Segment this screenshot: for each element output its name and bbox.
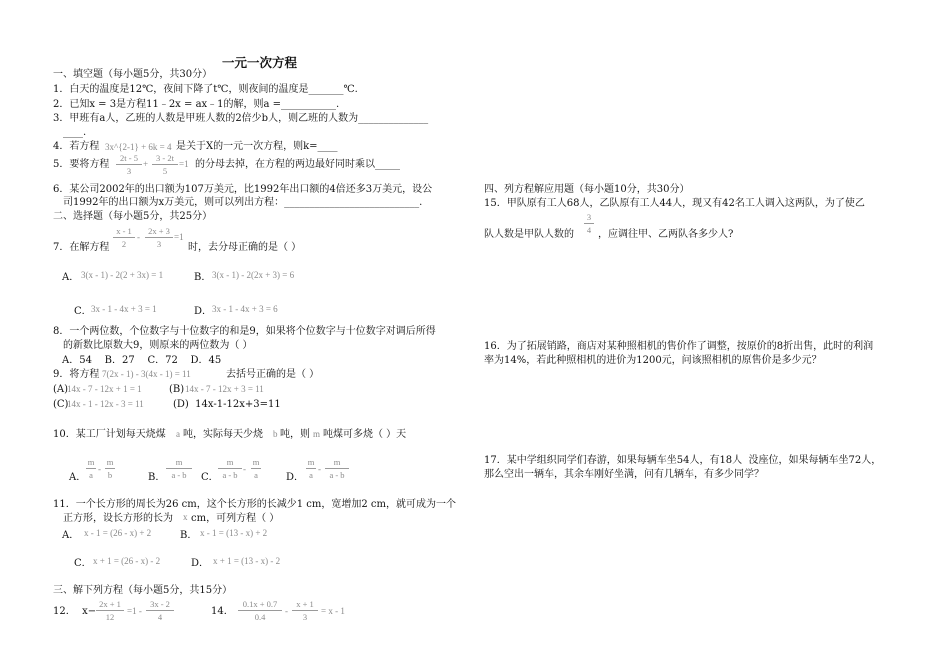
question-10-option-d-label: D． <box>286 472 305 483</box>
question-17-line1: 17．某中学组织同学们春游，如果每辆车坐54人，有18人 没座位，如果每辆车坐72人， <box>484 455 882 466</box>
question-17-line2: 那么空出一辆车，其余车刚好坐满，问有几辆车，有多少同学？ <box>484 469 764 480</box>
question-5-equals: =1 <box>179 159 189 169</box>
question-11-line1: 11．一个长方形的周长为26 cm，这个长方形的长减少1 cm，宽增加2 cm，就可成为一个 <box>53 499 456 510</box>
question-7-option-b: 3(x - 1) - 2(2x + 3) = 6 <box>212 270 295 280</box>
question-9-prefix: 9．将方程 <box>53 369 100 380</box>
question-3-line2: ____. <box>63 127 87 138</box>
question-10-option-c-frac1: m a - b <box>218 457 242 480</box>
question-7-equals: =1 <box>174 232 184 242</box>
question-11-option-d: x + 1 = (13 - x) - 2 <box>213 556 281 566</box>
question-4-equation: 3x^{2-1} + 6k = 4 <box>105 142 172 152</box>
question-12-fraction-2: 3x - 2 4 <box>146 599 174 622</box>
question-5-fraction-2: 3 - 2t 5 <box>152 153 178 176</box>
question-15-line2-suffix: ，应调往甲、乙两队各多少人? <box>598 229 734 240</box>
question-11-var-x: x <box>183 512 188 522</box>
question-11-option-b-label: B． <box>180 530 198 541</box>
question-11-line2-prefix: 正方形，设长方形的长为 <box>63 513 173 524</box>
question-7-option-c-label: C． <box>74 306 92 317</box>
question-9-option-c-label: (C) <box>53 399 69 410</box>
question-7-suffix: 时，去分母正确的是（ ） <box>188 242 302 253</box>
question-7-option-a: 3(x - 1) - 2(2 + 3x) = 1 <box>81 270 164 280</box>
question-10-option-a-label: A． <box>69 472 87 483</box>
question-7-option-b-label: B． <box>194 272 212 283</box>
question-14-fraction-1: 0.1x + 0.7 0.4 <box>238 599 282 622</box>
question-10-mid1: 吨，实际每天少烧 <box>183 429 263 440</box>
question-10-var-b: b <box>273 429 278 439</box>
question-11-option-b: x - 1 = (13 - x) + 2 <box>200 528 268 538</box>
question-3-line1: 3．甲班有a人，乙班的人数是甲班人数的2倍少b人，则乙班的人数为______________ <box>53 113 429 124</box>
question-9-option-b: 14x - 7 - 12x + 3 = 11 <box>185 384 264 394</box>
question-4-suffix: 是关于X的一元一次方程，则k=____ <box>176 141 338 152</box>
question-11-option-a-label: A． <box>62 530 80 541</box>
question-10-suffix: 吨煤可多烧（ ）天 <box>323 429 407 440</box>
question-9-option-a: 14x - 7 - 12x + 1 = 1 <box>67 384 142 394</box>
question-10-var-m: m <box>313 429 321 439</box>
question-7-option-d-label: D． <box>194 306 213 317</box>
question-15-fraction: 3 4 <box>584 212 594 235</box>
question-14-label: 14． <box>211 606 234 617</box>
question-6-line2: 司1992年的出口额为x万美元，则可以列出方程：___________________________. <box>63 197 423 208</box>
question-8-options: A．54 B．27 C．72 D．45 <box>62 355 222 366</box>
question-10-option-a-frac2: m b <box>106 457 114 480</box>
question-14-tail: = x - 1 <box>321 606 345 616</box>
question-5-suffix: 的分母去掉，在方程的两边最好同时乘以_____ <box>195 159 400 170</box>
question-10-option-d-frac1: m a <box>307 457 315 480</box>
question-10-option-d-op: - <box>318 464 321 474</box>
question-11-option-d-label: D． <box>191 558 210 569</box>
question-7-option-c: 3x - 1 - 4x + 3 = 1 <box>91 304 157 314</box>
question-10-option-b-frac: m a - b <box>166 457 192 480</box>
question-10-mid2: 吨，则 <box>280 429 310 440</box>
question-12-fraction-1: 2x + 1 12 <box>96 599 124 622</box>
question-9-option-c: 14x - 1 - 12x - 3 = 11 <box>67 399 144 409</box>
question-9-option-d: (D) 14x-1-12x+3=11 <box>173 399 281 410</box>
question-10-option-c-op: - <box>243 464 246 474</box>
question-10-option-d-frac2: m a - b <box>325 457 349 480</box>
question-8-line2: 的新数比原数大9，则原来的两位数为（ ） <box>63 340 253 351</box>
question-5-plus: + <box>143 159 149 169</box>
question-5-prefix: 5．要将方程 <box>53 159 110 170</box>
section3-heading: 三、解下列方程（每小题5分，共15分） <box>53 585 233 596</box>
question-1: 1．白天的温度是12℃，夜间下降了t℃，则夜间的温度是_______℃. <box>53 84 358 95</box>
question-10-var-a: a <box>176 429 180 439</box>
question-10-option-a-op: - <box>98 464 101 474</box>
question-7-fraction-2: 2x + 3 3 <box>145 226 173 249</box>
question-7-minus: - <box>137 232 140 242</box>
question-8-line1: 8．一个两位数，个位数字与十位数字的和是9，如果将个位数字与十位数字对调后所得 <box>53 326 436 337</box>
question-11-option-a: x - 1 = (26 - x) + 2 <box>84 528 152 538</box>
question-10-option-c-label: C． <box>201 472 219 483</box>
question-4-prefix: 4．若方程 <box>53 141 100 152</box>
question-9-option-a-label: (A) <box>53 384 69 395</box>
question-2: 2．已知x = 3是方程11﹣2x = ax﹣1的解，则a =___________. <box>53 99 340 110</box>
question-14-fraction-2: x + 1 3 <box>292 599 318 622</box>
question-7-option-d: 3x - 1 - 4x + 3 = 6 <box>212 304 278 314</box>
question-9-equation: 7(2x - 1) - 3(4x - 1) = 11 <box>102 369 191 379</box>
question-15-line1: 15．甲队原有工人68人，乙队原有工人44人，现又有42名工人调入这两队，为了使乙 <box>484 198 865 209</box>
page-title: 一元一次方程 <box>222 55 298 70</box>
question-10-option-c-frac2: m a <box>252 457 260 480</box>
question-9-suffix: 去括号正确的是（ ） <box>226 369 320 380</box>
question-16-line1: 16．为了拓展销路，商店对某种照相机的售价作了调整，按原价的8折出售，此时的利润 <box>484 341 874 352</box>
question-11-line2-suffix: cm，可列方程（ ） <box>191 513 280 524</box>
section1-heading: 一、填空题（每小题5分，共30分） <box>53 69 213 80</box>
question-12-mid: =1 - <box>127 606 142 616</box>
section2-heading: 二、选择题（每小题5分，共25分） <box>53 211 213 222</box>
question-7-prefix: 7．在解方程 <box>53 242 110 253</box>
question-7-fraction-1: x - 1 2 <box>113 226 135 249</box>
question-10-option-a-frac1: m a <box>87 457 95 480</box>
question-10-option-b-label: B． <box>148 472 166 483</box>
question-6-line1: 6．某公司2002年的出口额为107万美元，比1992年出口额的4倍还多3万美元，设公 <box>53 184 433 195</box>
question-11-option-c-label: C． <box>74 558 92 569</box>
question-12-label: 12． x− <box>53 606 97 617</box>
question-10-prefix: 10．某工厂计划每天烧煤 <box>53 429 166 440</box>
question-5-fraction-1: 2t - 5 3 <box>116 153 142 176</box>
question-7-option-a-label: A． <box>62 272 80 283</box>
question-11-option-c: x + 1 = (26 - x) - 2 <box>93 556 161 566</box>
question-15-line2-prefix: 队人数是甲队人数的 <box>484 229 574 240</box>
section4-heading: 四、列方程解应用题（每小题10分，共30分） <box>484 184 690 195</box>
question-14-minus: - <box>285 606 288 616</box>
question-9-option-b-label: (B) <box>169 384 185 395</box>
question-16-line2: 率为14%，若此种照相机的进价为1200元，问该照相机的原售价是多少元？ <box>484 355 822 366</box>
